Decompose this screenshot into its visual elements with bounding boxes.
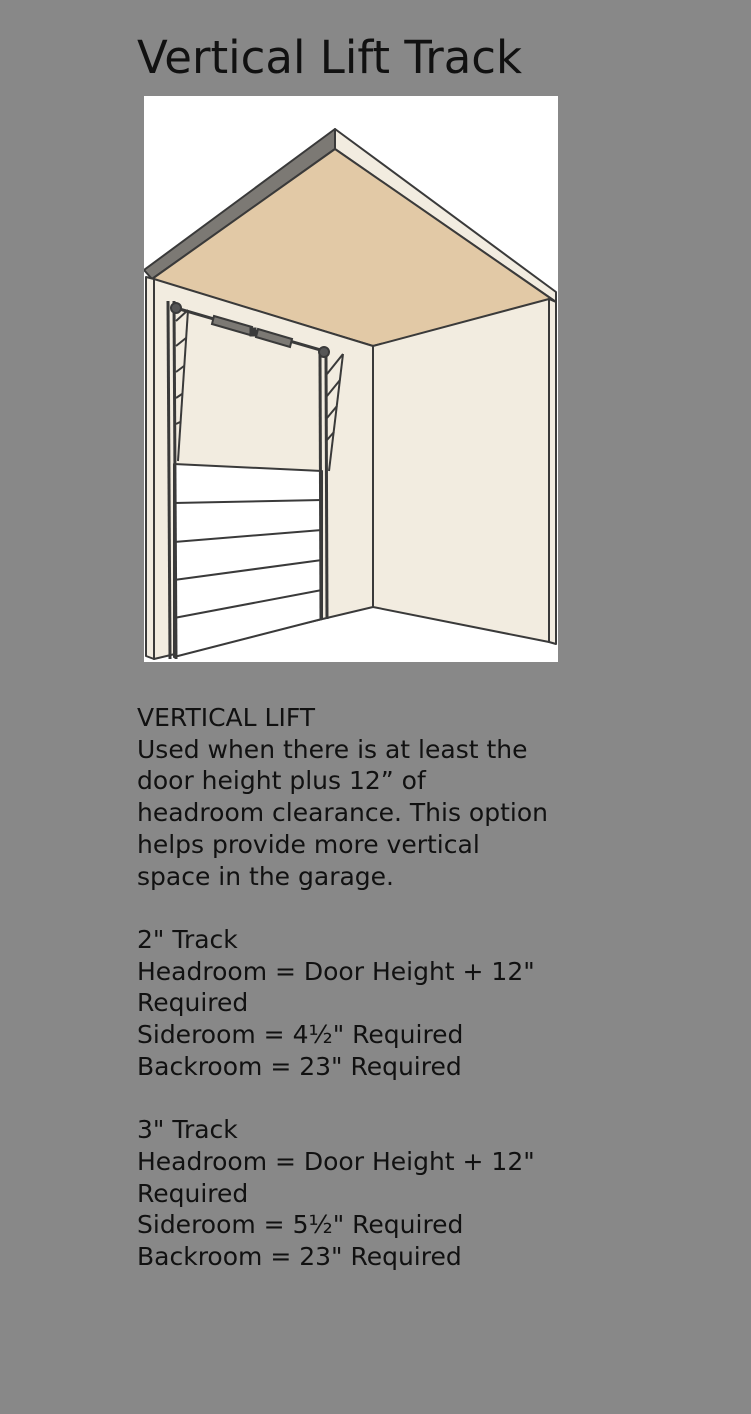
description-heading: VERTICAL LIFT <box>137 703 316 732</box>
track-3in-backroom: Backroom = 23" Required <box>137 1241 462 1271</box>
track-2in-backroom: Backroom = 23" Required <box>137 1051 462 1081</box>
track-3in-sideroom: Sideroom = 5½" Required <box>137 1210 464 1240</box>
door-panels-shape <box>174 464 322 657</box>
track-2in-headroom: Headroom = Door Height + 12" <box>137 956 535 986</box>
description-section <box>137 702 597 1273</box>
right-wall-edge-shape <box>549 299 556 644</box>
description-line: headroom clearance. This option <box>137 798 548 828</box>
spacer <box>137 892 597 924</box>
track-2in-sideroom: Sideroom = 4½" Required <box>137 1020 464 1050</box>
track-2in-headroom-required: Required <box>137 988 249 1018</box>
spacer <box>137 1082 597 1114</box>
page-title: Vertical Lift Track <box>137 31 523 84</box>
description-line: Used when there is at least the <box>137 734 528 764</box>
left-wall-edge-shape <box>146 277 154 659</box>
track-3in-headroom: Headroom = Door Height + 12" <box>137 1146 535 1176</box>
vertical-lift-track-illustration <box>144 96 558 662</box>
description-line: helps provide more vertical <box>137 829 480 859</box>
description-line: space in the garage. <box>137 861 394 891</box>
track-3in-headroom-required: Required <box>137 1178 249 1208</box>
description-line: door height plus 12” of <box>137 766 426 796</box>
right-wall-shape <box>373 299 549 642</box>
track-2in-name: 2" Track <box>137 924 238 954</box>
track-3in-name: 3" Track <box>137 1115 238 1145</box>
